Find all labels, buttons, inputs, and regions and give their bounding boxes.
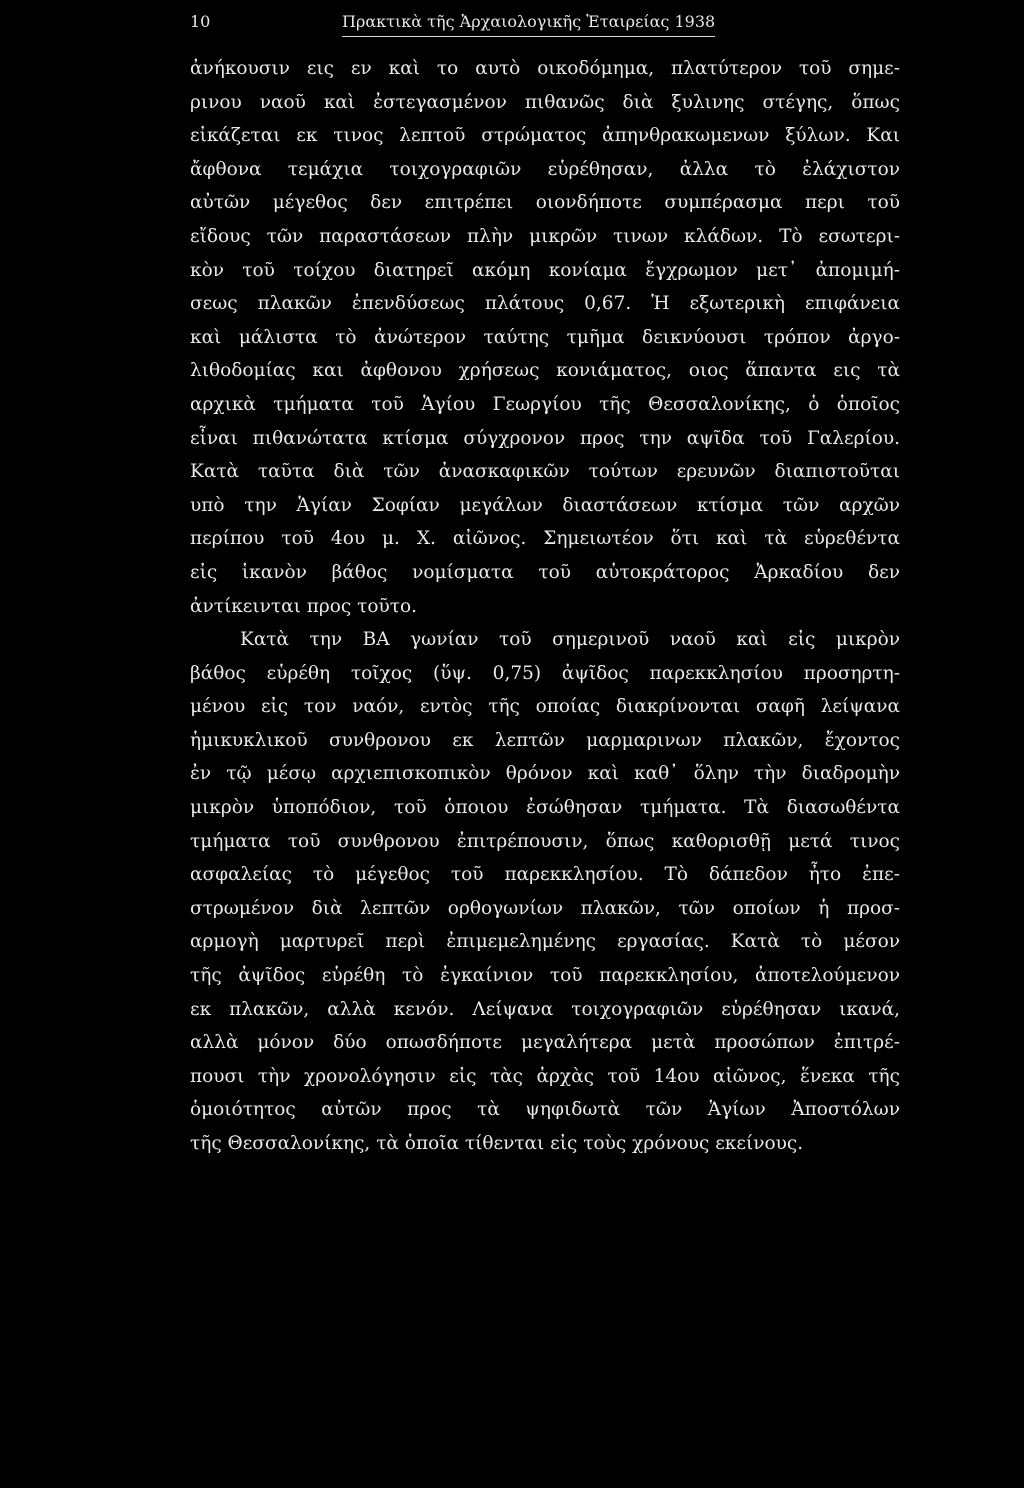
text-line: μικρὸν ὑποπόδιον, τοῦ ὁποιου ἐσώθησαν τμήματα. Τὰ διασωθέντα: [190, 797, 900, 819]
text-line: εκ πλακῶν, αλλὰ κενόν. Λείψανα τοιχογραφιῶν εὑρέθησαν ικανά,: [190, 998, 900, 1020]
text-line: πουσι τὴν χρονολόγησιν εἰς τὰς ἀρχὰς τοῦ 14ου αἰῶνος, ἕνεκα τῆς: [190, 1065, 900, 1087]
text-line: ἀνήκουσιν εις εν καὶ το αυτὸ οικοδόμημα, πλατύτερον τοῦ σημε-: [190, 58, 900, 79]
text-line: Κατὰ ταῦτα διὰ τῶν ἀνασκαφικῶν τούτων ερευνῶν διαπιστοῦται: [190, 461, 900, 483]
running-head: Πρακτικὰ τῆς Ἀρχαιολογικῆς Ἑταιρείας 1938: [342, 12, 715, 37]
text-line: περίπου τοῦ 4ου μ. Χ. αἰῶνος. Σημειωτέον ὅτι καὶ τὰ εὑρεθέντα: [190, 528, 900, 550]
text-line: λιθοδομίας και ἀφθονου χρήσεως κονιάματος, οιος ἅπαντα εις τὰ: [190, 360, 900, 382]
text-line: ἄφθονα τεμάχια τοιχογραφιῶν εὑρέθησαν, ἀλλα τὸ ἐλάχιστον: [190, 158, 900, 180]
text-line: εἰκάζεται εκ τινος λεπτοῦ στρώματος ἀπηνθρακωμενων ξύλων. Και: [190, 125, 900, 147]
text-line: Κατὰ την ΒΑ γωνίαν τοῦ σημερινοῦ ναοῦ καὶ εἰς μικρὸν: [240, 629, 900, 651]
text-line: καὶ μάλιστα τὸ ἀνώτερον ταύτης τμῆμα δεικνύουσι τρόπον ἀργο-: [190, 326, 900, 348]
text-line: αρμογὴ μαρτυρεῖ περὶ ἐπιμεμελημένης εργασίας. Κατὰ τὸ μέσον: [190, 931, 900, 953]
text-line: ὁμοιότητος αὐτῶν προς τὰ ψηφιδωτὰ τῶν Ἁγίων Ἀποστόλων: [190, 1099, 900, 1121]
text-line: στρωμένον διὰ λεπτῶν ορθογωνίων πλακῶν, τῶν οποίων ἡ προσ-: [190, 897, 900, 919]
page-number: 10: [190, 12, 211, 31]
text-line: εἰς ἱκανὸν βάθος νομίσματα τοῦ αὐτοκράτορος Ἀρκαδίου δεν: [190, 561, 900, 583]
text-line: ἡμικυκλικοῦ συνθρονου εκ λεπτῶν μαρμαρινων πλακῶν, ἔχοντος: [190, 729, 900, 751]
body-text: [190, 52, 900, 1161]
text-line: κὸν τοῦ τοίχου διατηρεῖ ακόμη κονίαμα ἔγχρωμον μετ᾽ ἀπομιμή-: [190, 259, 900, 281]
text-line: αρχικὰ τμήματα τοῦ Ἁγίου Γεωργίου τῆς Θεσσαλονίκης, ὁ ὁποῖος: [190, 393, 900, 415]
text-line: τμήματα τοῦ συνθρονου ἐπιτρέπουσιν, ὅπως καθορισθῇ μετά τινος: [190, 830, 900, 852]
text-line: σεως πλακῶν ἐπενδύσεως πλάτους 0,67. Ἡ εξωτερικὴ επιφάνεια: [190, 293, 900, 315]
text-line: μένου εἰς τον ναόν, εντὸς τῆς οποίας διακρίνονται σαφῆ λείψανα: [190, 696, 900, 718]
text-line: τῆς Θεσσαλονίκης, τὰ ὁποῖα τίθενται εἰς τοὺς χρόνους εκείνους.: [190, 1133, 804, 1154]
text-line: τῆς ἀψῖδος εὑρέθη τὸ ἐγκαίνιον τοῦ παρεκκλησίου, ἀποτελούμενον: [190, 965, 900, 987]
text-line: εἴδους τῶν παραστάσεων πλὴν μικρῶν τινων κλάδων. Τὸ εσωτερι-: [190, 225, 900, 247]
page-header: [190, 12, 900, 52]
text-line: βάθος εὑρέθη τοῖχος (ὕψ. 0,75) ἀψῖδος παρεκκλησίου προσηρτη-: [190, 662, 900, 684]
text-line: ρινου ναοῦ καὶ ἐστεγασμένον πιθανῶς διὰ ξυλινης στέγης, ὅπως: [190, 91, 900, 113]
text-line: υπὸ την Ἁγίαν Σοφίαν μεγάλων διαστάσεων κτίσμα τῶν αρχῶν: [190, 494, 900, 516]
text-line: αλλὰ μόνον δύο οπωσδήποτε μεγαλήτερα μετὰ προσώπων ἐπιτρέ-: [190, 1032, 900, 1054]
text-line: αὐτῶν μέγεθος δεν επιτρέπει οιονδήποτε συμπέρασμα περι τοῦ: [190, 192, 900, 214]
text-line: ἐν τῷ μέσῳ αρχιεπισκοπικὸν θρόνον καὶ καθ᾽ ὅλην τὴν διαδρομὴν: [190, 763, 900, 785]
text-line: ασφαλείας τὸ μέγεθος τοῦ παρεκκλησίου. Τὸ δάπεδον ἦτο ἐπε-: [190, 864, 900, 886]
text-line: ἀντίκεινται προς τοῦτο.: [190, 595, 418, 617]
text-line: εἶναι πιθανώτατα κτίσμα σύγχρονον προς την αψῖδα τοῦ Γαλερίου.: [190, 427, 900, 449]
